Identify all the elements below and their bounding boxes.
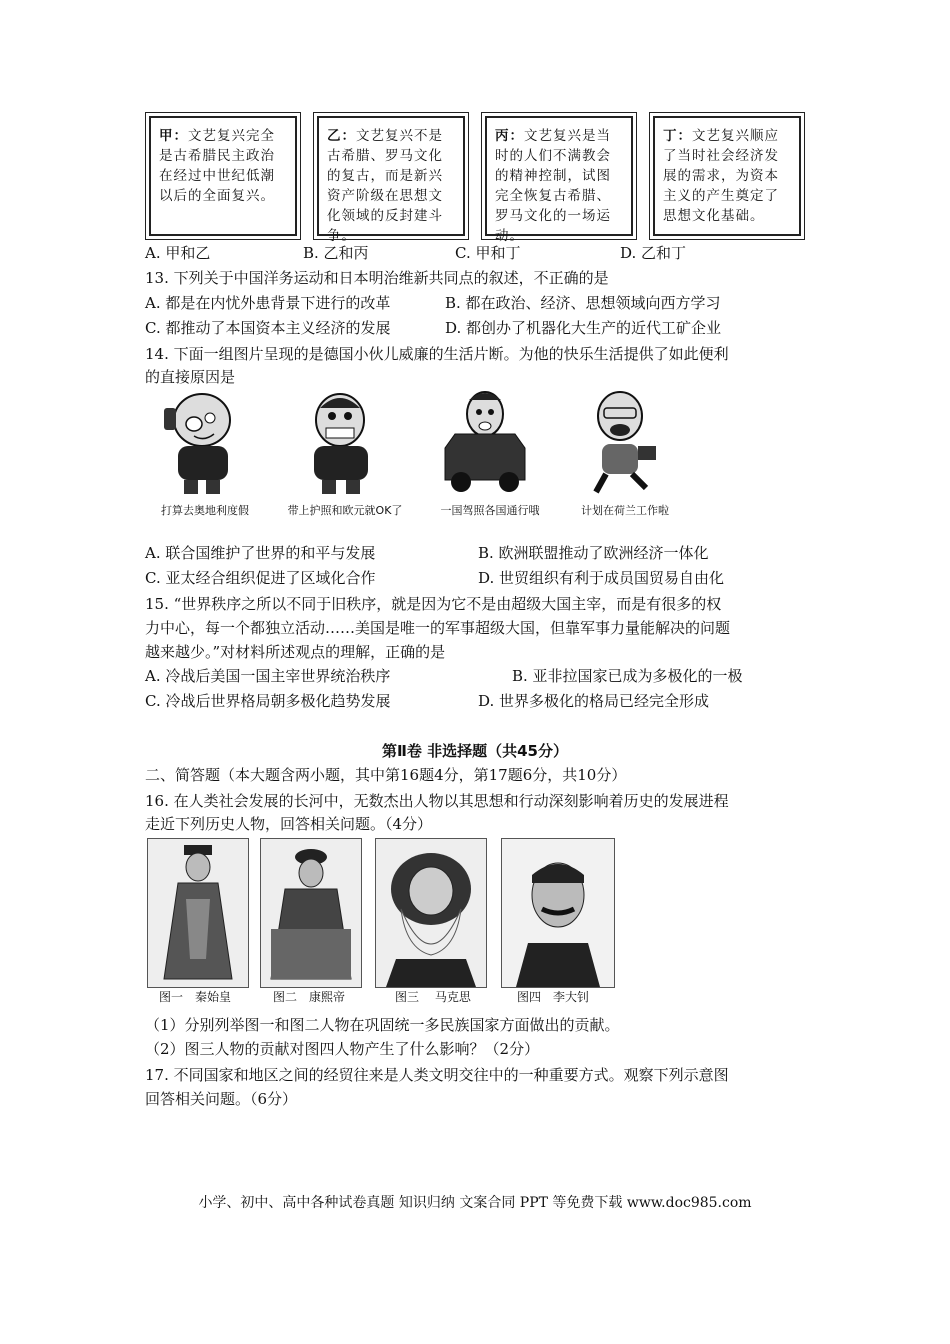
- statement-box-bing: [485, 116, 633, 244]
- portrait-caption-4: 图四 李大钊: [517, 990, 590, 1004]
- q14-cartoon-strip: [140, 388, 680, 524]
- q16-stem-line2: 走近下列历史人物，回答相关问题。（4分）: [145, 815, 433, 833]
- q12-option-c[interactable]: C. 甲和丁: [455, 244, 521, 262]
- q14-option-d[interactable]: D. 世贸组织有利于成员国贸易自由化: [478, 569, 725, 587]
- cartoon-panel-1: [140, 388, 260, 522]
- q17-stem-line2: 回答相关问题。（6分）: [145, 1090, 298, 1108]
- part2-title: 第Ⅱ卷 非选择题（共45分）: [382, 742, 568, 760]
- q14-option-c[interactable]: C. 亚太经合组织促进了区域化合作: [145, 569, 376, 587]
- q15-option-c[interactable]: C. 冷战后世界格局朝多极化趋势发展: [145, 692, 391, 710]
- statement-text: 文艺复兴不是古希腊、罗马文化的复古，而是新兴资产阶级在思想文化领域的反封建斗争。: [327, 128, 443, 244]
- q13-stem: 13. 下列关于中国洋务运动和日本明治维新共同点的叙述，不正确的是: [145, 269, 609, 287]
- cartoon-caption-1: 打算去奥地利度假: [161, 504, 249, 517]
- q17-stem-line1: 17. 不同国家和地区之间的经贸往来是人类文明交往中的一种重要方式。观察下列示意图: [145, 1066, 729, 1084]
- q16-portrait-row: [145, 838, 615, 1008]
- part2-intro: 二、简答题（本大题含两小题，其中第16题4分，第17题6分，共10分）: [145, 766, 627, 784]
- cartoon-boy-phone-icon: [150, 388, 250, 498]
- q15-stem-line2: 力中心，每一个都独立活动……美国是唯一的军事超级大国，但靠军事力量能解决的问题: [145, 619, 731, 637]
- statement-text: 文艺复兴是当时的人们不满教会的精神控制，试图完全恢复古希腊、罗马文化的一场运动。: [495, 128, 611, 244]
- q12-statement-boxes: [145, 116, 810, 244]
- portrait-marx: [375, 838, 487, 988]
- cartoon-caption-4: 计划在荷兰工作啦: [581, 504, 669, 517]
- portrait-li-dazhao: [501, 838, 615, 988]
- q15-option-b[interactable]: B. 亚非拉国家已成为多极化的一极: [512, 667, 743, 685]
- q16-subquestion-2: （2）图三人物的贡献对图四人物产生了什么影响？（2分）: [145, 1040, 540, 1058]
- q13-option-d[interactable]: D. 都创办了机器化大生产的近代工矿企业: [445, 319, 722, 337]
- q14-stem-line1: 14. 下面一组图片呈现的是德国小伙儿威廉的生活片断。为他的快乐生活提供了如此便利: [145, 345, 729, 363]
- cartoon-boy-grin-icon: [290, 388, 390, 498]
- q16-stem-line1: 16. 在人类社会发展的长河中，无数杰出人物以其思想和行动深刻影响着历史的发展进程: [145, 792, 729, 810]
- q14-option-a[interactable]: A. 联合国维护了世界的和平与发展: [145, 544, 376, 562]
- q13-option-c[interactable]: C. 都推动了本国资本主义经济的发展: [145, 319, 391, 337]
- statement-text: 文艺复兴顺应了当时社会经济发展的需求，为资本主义的产生奠定了思想文化基础。: [663, 128, 779, 224]
- cartoon-boy-driving-car-icon: [435, 388, 535, 498]
- statement-tag: 乙：: [327, 128, 356, 144]
- q12-option-b[interactable]: B. 乙和丙: [303, 244, 369, 262]
- cartoon-boy-running-icon: [570, 388, 670, 498]
- statement-text: 文艺复兴完全是古希腊民主政治在经过中世纪低潮以后的全面复兴。: [159, 128, 275, 204]
- q16-subquestion-1: （1）分别列举图一和图二人物在巩固统一多民族国家方面做出的贡献。: [145, 1016, 620, 1034]
- statement-tag: 甲：: [159, 128, 188, 144]
- man-with-mustache-icon: [502, 839, 614, 987]
- emperor-seated-icon: [261, 839, 361, 987]
- bearded-man-icon: [376, 839, 486, 987]
- statement-tag: 丁：: [663, 128, 692, 144]
- q13-option-a[interactable]: A. 都是在内忧外患背景下进行的改革: [145, 294, 391, 312]
- cartoon-caption-2: 带上护照和欧元就OK了: [287, 504, 403, 517]
- q14-option-b[interactable]: B. 欧洲联盟推动了欧洲经济一体化: [478, 544, 709, 562]
- portrait-qin-shi-huang: [147, 838, 249, 988]
- statement-box-jia: [149, 116, 297, 236]
- portrait-caption-3: 图三 马克思: [395, 990, 471, 1004]
- q15-option-d[interactable]: D. 世界多极化的格局已经完全形成: [478, 692, 710, 710]
- q15-stem-line1: 15. “世界秩序之所以不同于旧秩序，就是因为它不是由超级大国主宰，而是有很多的权: [145, 595, 722, 613]
- statement-box-yi: [317, 116, 465, 244]
- q12-option-a[interactable]: A. 甲和乙: [145, 244, 211, 262]
- cartoon-panel-4: [560, 388, 680, 522]
- cartoon-panel-2: [280, 388, 403, 522]
- q15-stem-line3: 越来越少。”对材料所述观点的理解，正确的是: [145, 643, 446, 661]
- statement-box-ding: [653, 116, 801, 236]
- q14-stem-line2: 的直接原因是: [145, 368, 236, 386]
- q12-option-d[interactable]: D. 乙和丁: [620, 244, 687, 262]
- cartoon-caption-3: 一国驾照各国通行哦: [440, 504, 540, 517]
- emperor-figure-icon: [148, 839, 248, 987]
- q13-option-b[interactable]: B. 都在政治、经济、思想领域向西方学习: [445, 294, 721, 312]
- portrait-caption-1: 图一 秦始皇: [159, 990, 232, 1004]
- q15-option-a[interactable]: A. 冷战后美国一国主宰世界统治秩序: [145, 667, 391, 685]
- portrait-caption-2: 图二 康熙帝: [273, 990, 346, 1004]
- portrait-kangxi: [260, 838, 362, 988]
- page-footer: 小学、初中、高中各种试卷真题 知识归纳 文案合同 PPT 等免费下载 www.doc985.com: [198, 1195, 752, 1211]
- statement-tag: 丙：: [495, 128, 524, 144]
- cartoon-panel-3: [425, 388, 545, 522]
